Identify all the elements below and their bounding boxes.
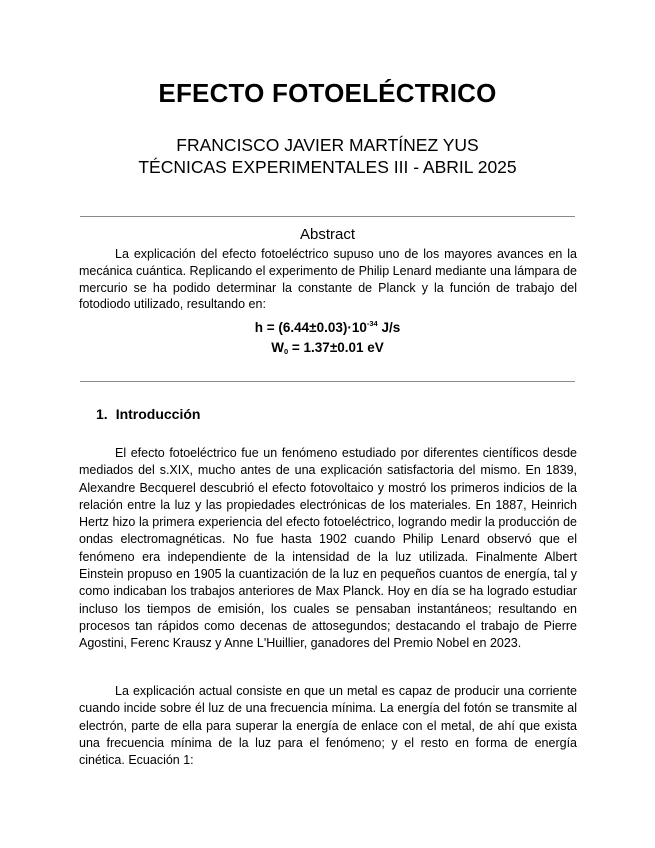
planck-value: h = (6.44 [254, 320, 310, 335]
planck-unit: J/s [377, 320, 401, 335]
intro-paragraph-2: La explicación actual consiste en que un metal es capaz de producir una corriente cuando incide sobre él luz de una frecuencia mínima. La energía del fotón se transmite al electrón, parte de ella para superar la energía de enlace con el metal, de ahí que exista una frecuencia mínima de la luz para el fenómeno; y el resto en forma de energía cinética. Ecuación 1: [79, 684, 577, 768]
abstract-bottom-rule [80, 381, 575, 382]
work-function-symbol: W [271, 340, 284, 355]
planck-uncertainty: 0.03)·10 [316, 320, 367, 335]
plus-minus-sign: ± [309, 320, 317, 335]
work-function-uncertainty: 0.01 eV [337, 340, 384, 355]
section-title: Introducción [115, 406, 201, 422]
planck-constant-result [0, 314, 655, 338]
section-heading-introduccion [96, 406, 200, 422]
abstract-top-rule [80, 216, 575, 217]
author-block [0, 134, 655, 178]
course-and-date: TÉCNICAS EXPERIMENTALES III - ABRIL 2025 [138, 157, 517, 177]
abstract-heading: Abstract [299, 226, 356, 243]
abstract-text: La explicación del efecto fotoeléctrico supuso uno de los mayores avances en la mecánica cuántica. Replicando el experimento de Philip Lenard mediante una lámpara de mercurio se ha podido determinar la constante de Planck y la función de trabajo del fotodiodo utilizado, resultando en: [79, 247, 577, 312]
intro-paragraph-1: El efecto fotoeléctrico fue un fenómeno estudiado por diferentes científicos desde mediados del s.XIX, mucho antes de una explicación satisfactoria del mismo. En 1839, Alexandre Becquerel descubrió el efecto fotovoltaico y mostró los primeros indicios de la relación entre la luz y las propiedades electrónicas de los materiales. En 1887, Heinrich Hertz hizo la primera experiencia del efecto fotoeléctrico, logrando medir la producción de ondas electromagnéticas. No fue hasta 1902 cuando Philip Lenard observó que el fenómeno era independiente de la intensidad de la luz utilizada. Finalmente Albert Einstein propuso en 1905 la cuantización de la luz en pequeños cuantos de energía, tal y como indicaban los trabajos anteriores de Max Planck. Hoy en día se ha logrado estudiar incluso los tiempos de emisión, los cuales se pensaban instantáneos; resultando en procesos tan rápidos como decenas de attosegundos; destacando el trabajo de Pierre Agostini, Ferenc Krausz y Anne L'Huillier, ganadores del Premio Nobel en 2023. [79, 446, 577, 651]
planck-exponent: -34 [366, 319, 378, 328]
section-number: 1. [96, 406, 108, 422]
work-function-value: = 1.37 [288, 340, 330, 355]
plus-minus-sign: ± [329, 340, 338, 355]
author-name: FRANCISCO JAVIER MARTÍNEZ YUS [176, 135, 479, 155]
paper-title: EFECTO FOTOELÉCTRICO [158, 78, 497, 108]
work-function-result [0, 338, 655, 362]
abstract-results [0, 314, 655, 362]
work-function-subscript: 0 [283, 347, 289, 356]
